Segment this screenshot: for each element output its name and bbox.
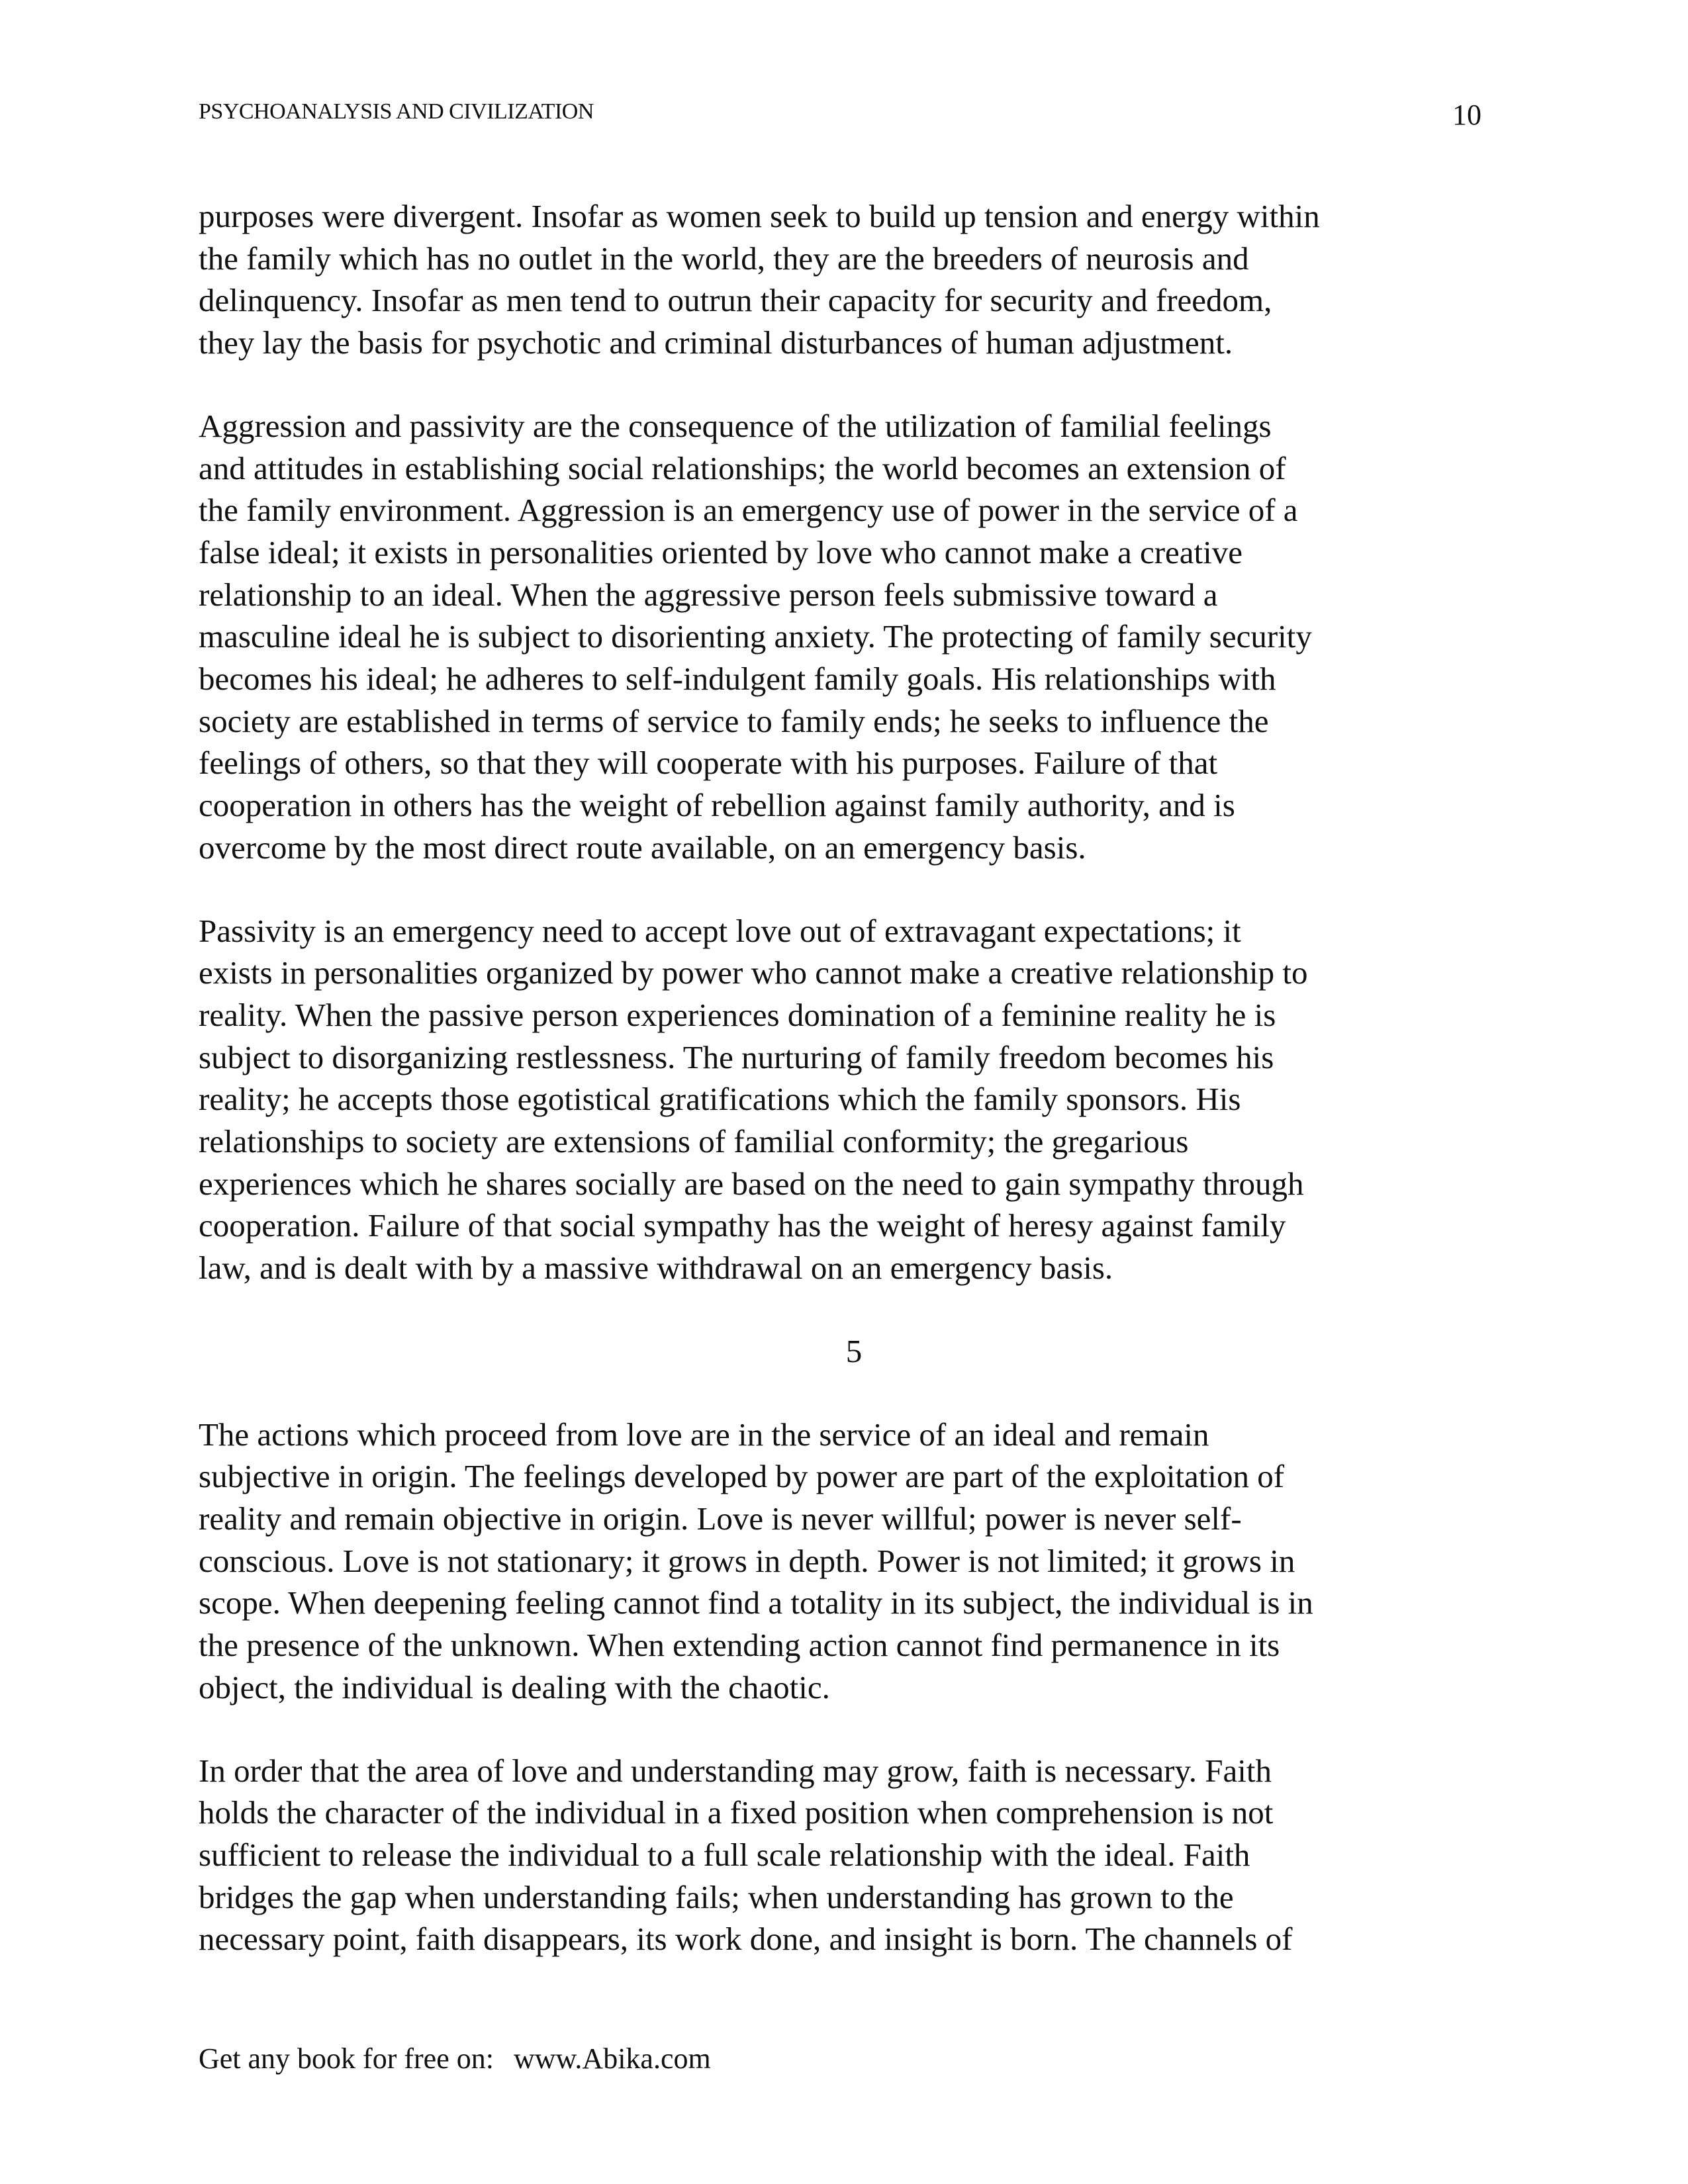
text-line: exists in personalities organized by power who cannot make a creative relationship to xyxy=(199,954,1308,991)
text-line: sufficient to release the individual to a full scale relationship with the ideal. Faith xyxy=(199,1836,1250,1873)
text-line: Passivity is an emergency need to accept love out of extravagant expectations; it xyxy=(199,912,1241,949)
text-line: scope. When deepening feeling cannot find a totality in its subject, the individual is in xyxy=(199,1584,1313,1621)
running-title: PSYCHOANALYSIS AND CIVILIZATION xyxy=(199,99,594,124)
text-line: overcome by the most direct route available, on an emergency basis. xyxy=(199,829,1086,866)
paragraph xyxy=(199,910,1496,1289)
text-line: delinquency. Insofar as men tend to outrun their capacity for security and freedom, xyxy=(199,282,1272,319)
text-line: the family which has no outlet in the world, they are the breeders of neurosis and xyxy=(199,240,1249,277)
text-line: and attitudes in establishing social relationships; the world becomes an extension of xyxy=(199,449,1286,486)
text-line: society are established in terms of service to family ends; he seeks to influence the xyxy=(199,702,1269,739)
body-text xyxy=(199,195,1496,2001)
text-line: cooperation. Failure of that social sympathy has the weight of heresy against family xyxy=(199,1207,1286,1244)
page-number: 10 xyxy=(1452,99,1481,131)
text-line: experiences which he shares socially are based on the need to gain sympathy through xyxy=(199,1165,1304,1202)
paragraph xyxy=(199,1750,1496,1961)
text-line: holds the character of the individual in a fixed position when comprehension is not xyxy=(199,1794,1274,1831)
paragraphs-before-section xyxy=(199,195,1496,1289)
text-line: bridges the gap when understanding fails; when understanding has grown to the xyxy=(199,1878,1234,1915)
text-line: conscious. Love is not stationary; it grows in depth. Power is not limited; it grows in xyxy=(199,1542,1295,1579)
text-line: reality and remain objective in origin. Love is never willful; power is never self- xyxy=(199,1500,1242,1537)
text-line: reality; he accepts those egotistical gratifications which the family sponsors. His xyxy=(199,1081,1241,1118)
footer-link[interactable]: www.Abika.com xyxy=(513,2042,711,2075)
paragraph xyxy=(199,405,1496,869)
paragraphs-after-section xyxy=(199,1414,1496,1960)
text-line: object, the individual is dealing with the chaotic. xyxy=(199,1668,830,1706)
text-line: purposes were divergent. Insofar as women seek to build up tension and energy within xyxy=(199,198,1320,234)
text-line: The actions which proceed from love are in the service of an ideal and remain xyxy=(199,1416,1209,1453)
text-line: In order that the area of love and understanding may grow, faith is necessary. Faith xyxy=(199,1752,1272,1789)
text-line: reality. When the passive person experiences domination of a feminine reality he is xyxy=(199,996,1276,1033)
text-line: becomes his ideal; he adheres to self-indulgent family goals. His relationships with xyxy=(199,660,1276,698)
footer-label: Get any book for free on: xyxy=(199,2042,494,2075)
text-line: law, and is dealt with by a massive withdrawal on an emergency basis. xyxy=(199,1250,1113,1287)
text-line: subject to disorganizing restlessness. The nurturing of family freedom becomes his xyxy=(199,1038,1274,1075)
text-line: masculine ideal he is subject to disorienting anxiety. The protecting of family security xyxy=(199,618,1312,655)
text-line: relationships to society are extensions of familial conformity; the gregarious xyxy=(199,1123,1189,1160)
text-line: feelings of others, so that they will cooperate with his purposes. Failure of that xyxy=(199,745,1218,782)
text-line: false ideal; it exists in personalities oriented by love who cannot make a creative xyxy=(199,533,1243,570)
paragraph xyxy=(199,1414,1496,1709)
section-number: 5 xyxy=(845,1332,863,1369)
paragraph xyxy=(199,195,1496,364)
text-line: the presence of the unknown. When extending action cannot find permanence in its xyxy=(199,1627,1280,1664)
text-line: necessary point, faith disappears, its work done, and insight is born. The channels of xyxy=(199,1921,1293,1958)
footer xyxy=(199,2042,711,2075)
text-line: cooperation in others has the weight of rebellion against family authority, and is xyxy=(199,787,1235,824)
text-line: the family environment. Aggression is an emergency use of power in the service of a xyxy=(199,492,1298,529)
text-line: they lay the basis for psychotic and criminal disturbances of human adjustment. xyxy=(199,324,1233,361)
text-line: Aggression and passivity are the consequence of the utilization of familial feelings xyxy=(199,407,1272,444)
text-line: subjective in origin. The feelings developed by power are part of the exploitation of xyxy=(199,1458,1285,1495)
text-line: relationship to an ideal. When the aggressive person feels submissive toward a xyxy=(199,576,1218,613)
